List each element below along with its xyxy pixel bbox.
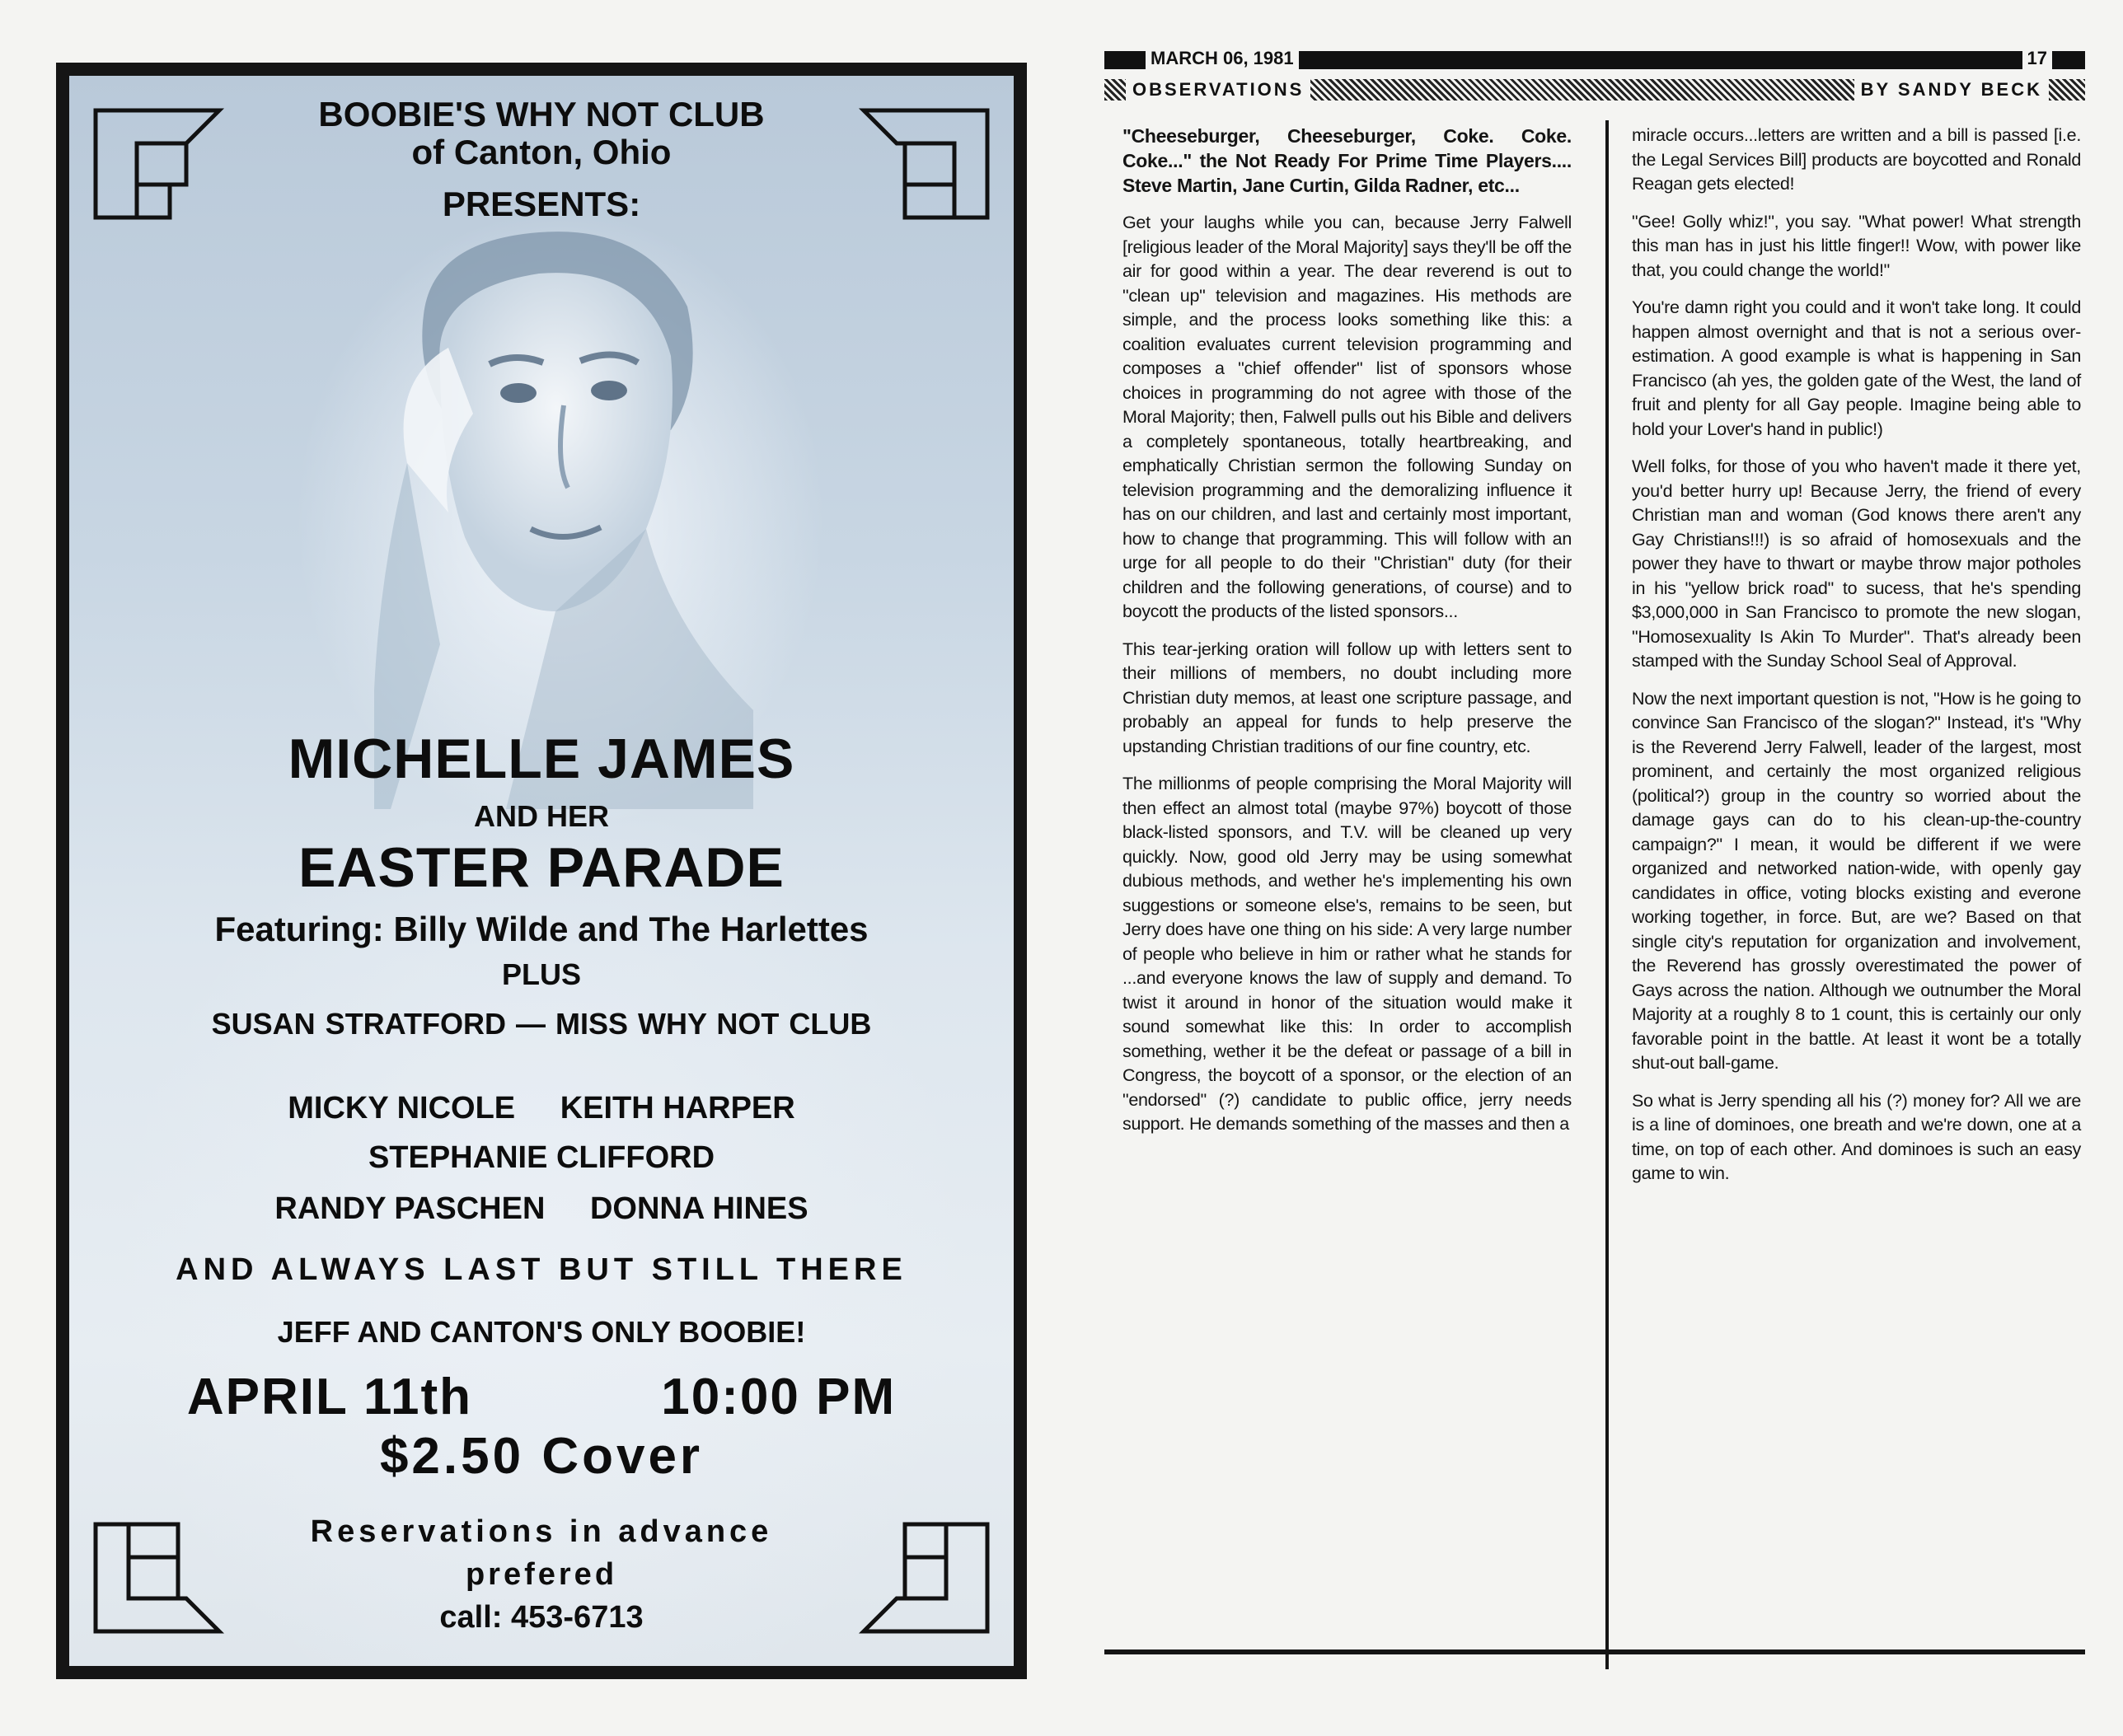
cover-charge: $2.50 Cover [379, 1428, 704, 1485]
page-number: 17 [2022, 48, 2052, 69]
event-date-time [69, 1368, 1014, 1426]
performer-name: KEITH HARPER [560, 1091, 795, 1125]
article-column-1 [1122, 124, 1572, 1150]
performers-row-3 [69, 1191, 1014, 1227]
column-divider [1605, 120, 1609, 1669]
paragraph: Now the next important question is not, "How is he going to convince San Francisco of the slogan?" Instead, it's "Why is the Reverend Jerry Falwell, leader of the largest, most prominent, and certainly the most organized religious (political?) group in the country so worried about the damage gays can do to his clean-up-the-country campaign?" I mean, it would be different if we were organized and networked nation-wide, with openly gay candidates in office, voting blocks existing and everone working together, in force. But, are we? Based on that single city's reputation for organization and involvement, the Reverend has grossly overestimated the power of Gays across the nation. Although we outnumber the Moral Majority at a roughly 8 to 1 count, this is certainly our only favorable point in the battle. At least it wont be a totally shut-out ball-game. [1632, 688, 2081, 1073]
performer-name: DONNA HINES [589, 1191, 808, 1226]
performer-name: RANDY PASCHEN [274, 1191, 546, 1226]
paragraph: "Gee! Golly whiz!", you say. "What power! What strength this man has in just his little finger!! Wow, with power like that, you could change the world!" [1632, 211, 2081, 280]
byline: BY SANDY BECK [1854, 79, 2049, 101]
section-title: OBSERVATIONS [1126, 79, 1310, 101]
paragraph: Well folks, for those of you who haven't made it there yet, you'd better hurry up! Because Jerry, the friend of every Christian man and woman (God knows there aren't any Gay Christians!!!) is so afraid of homosexuals and the power they have to thwart or maybe throw major potholes in his "yellow brick road" to sucess, that he's spending $3,000,000 in San Francisco to promote the new slogan, "Homosexuality Is Akin To Murder". That's already been stamped with the Sunday School Seal of Approval. [1632, 456, 2081, 671]
performer-name: MICKY NICOLE [288, 1091, 516, 1125]
paragraph: The millionms of people comprising the Moral Majority will then effect an almost total (maybe 97%) boycott of those black-listed sponsors, and T.V. will be cleaned up very quickly. Now, good old Jerry may be using somewhat dubious methods, and wether he's implementing his own suggestions or someone else's, remains to be seen, but Jerry does have one thing on his side: A very large number of people who believe in him or rather what he stands for ...and everyone knows the law of supply and demand. To twist it around in honor of the situation would make it sound somewhat like this: In order to accomplish something, wether it be the defeat or passage of a bill in Congress, the boycott of a sponsor, or the election of an "endorsed" (?) candidate to public office, jerry needs support. He demands something of the masses and then a [1122, 774, 1572, 1134]
issue-date: MARCH 06, 1981 [1146, 48, 1299, 69]
footer-rule [1104, 1649, 2085, 1654]
reservations-line: Reservations in advance [310, 1514, 773, 1549]
section-rule [1104, 79, 2085, 101]
paragraph: You're damn right you could and it won't take long. It could happen almost overnight and that is not a serious over-estimation. A good example is what is happening in San Francisco (ah yes, the golden gate of the West, the land of fruit and plenty for all Gay people. Imagine being able to hold your Lover's hand in public!) [1632, 297, 2081, 439]
featuring-line: Featuring: Billy Wilde and The Harlettes [214, 910, 869, 948]
and-her-label: AND HER [473, 799, 609, 833]
show-title: EASTER PARADE [298, 836, 785, 899]
phone-number: call: 453-6713 [439, 1600, 644, 1635]
always-last-line: AND ALWAYS LAST BUT STILL THERE [176, 1252, 907, 1287]
jeff-line: JEFF AND CANTON'S ONLY BOOBIE! [277, 1315, 806, 1349]
article-column-2 [1632, 124, 2081, 1200]
club-name: BOOBIE'S WHY NOT CLUB of Canton, Ohio [318, 95, 765, 171]
paragraph: miracle occurs...letters are written and a bill is passed [i.e. the Legal Services Bill] products are boycotted and Ronald Reagan gets elected! [1632, 125, 2081, 194]
paragraph: Get your laughs while you can, because Jerry Falwell [religious leader of the Moral Majority] says they'll be off the air for good within a year. The dear reverend is out to "clean up" television and magazines. His methods are simple, and the process looks something like this: a coalition evaluates current television programming and composes a "chief offender" list of sponsors whose choices in programming do not agree with those of the Moral Majority; then, Falwell pulls out his Bible and delivers a completely spontaneous, totally heartbreaking, and emphatically Christian sermon the following Sunday on television programming and the demoralizing influence it has on our children, and last and certainly most important, how to change that programming. This will follow with an urge for all people to do their "Christian" duty (for their children and the following generations, of course) and to boycott the products of the listed sponsors... [1122, 213, 1572, 621]
article-lead: "Cheeseburger, Cheeseburger, Coke. Coke. Coke..." the Not Ready For Prime Time Players.... Steve Martin, Jane Curtin, Gilda Radner, etc... [1122, 125, 1572, 196]
newspaper-article-page [1104, 41, 2085, 1677]
event-poster [56, 63, 1027, 1679]
header-rule [1104, 48, 2085, 69]
plus-label: PLUS [501, 957, 581, 991]
prefered-line: prefered [465, 1557, 618, 1592]
paragraph: So what is Jerry spending all his (?) money for? All we are is a line of dominoes, one breath and we're down, one at a time, on top of each other. And dominoes is such an easy game to win. [1632, 1090, 2081, 1183]
miss-why-not-club-line: SUSAN STRATFORD — MISS WHY NOT CLUB [211, 1007, 872, 1041]
performers-row-1 [69, 1091, 1014, 1126]
paragraph: This tear-jerking oration will follow up with letters sent to their millions of members, no doubt including more Christian duty memos, at least one scripture passage, and probably an appeal for funds to help preserve the upstanding Christian traditions of our fine country, etc. [1122, 639, 1572, 756]
event-date: APRIL 11th [186, 1369, 473, 1425]
performer-photo [374, 216, 753, 809]
headliner-name: MICHELLE JAMES [288, 728, 795, 790]
event-time: 10:00 PM [661, 1369, 897, 1425]
performer-name: STEPHANIE CLIFFORD [368, 1140, 715, 1175]
presents-label: PRESENTS: [442, 185, 641, 223]
